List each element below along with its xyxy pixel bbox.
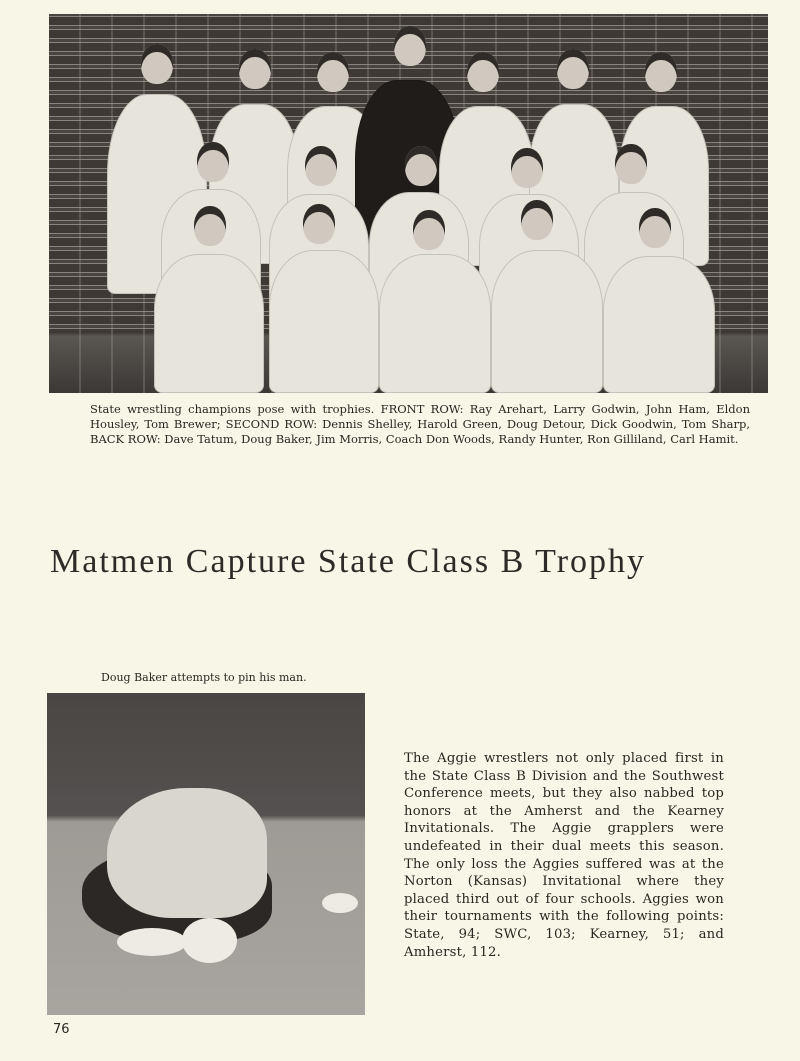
team-photo-caption: State wrestling champions pose with trophies. FRONT ROW: Ray Arehart, Larry Godwin, John Ham, Eldon Housley, Tom Brewer; SECOND ROW: Dennis Shelley, Harold Green, Doug Detour, Dick Goodwin, Tom Sharp, BACK ROW: Dave Tatum, Doug Baker, Jim Morris, Coach Don Woods, Randy Hunter, Ron Gilliland, Carl Hamit. — [90, 402, 750, 446]
person-front-4 — [491, 250, 603, 393]
page-number: 76 — [53, 1022, 70, 1037]
article-body: The Aggie wrestlers not only placed first in the State Class B Division and the Southwest Conference meets, but they also nabbed top honors at the Amherst and the Kearney Invitationals. The Aggie grapplers were undefeated in their dual meets this season. The only loss the Aggies suffered was at the Norton (Kansas) Invitational where they placed third out of four schools. Aggies won their tournaments with the following points: State, 94; SWC, 103; Kearney, 51; and Amherst, 112. — [404, 751, 724, 960]
head — [405, 146, 437, 186]
person-front-3 — [379, 254, 491, 393]
shoe — [322, 893, 358, 913]
person-front-2 — [269, 250, 379, 393]
wrestler-top — [107, 788, 267, 918]
person-front-5 — [603, 256, 715, 393]
head — [639, 208, 671, 248]
article-headline: Matmen Capture State Class B Trophy — [50, 543, 647, 580]
shoe — [182, 918, 237, 963]
head — [394, 26, 426, 66]
head — [303, 204, 335, 244]
person-front-1 — [154, 254, 264, 393]
head — [194, 206, 226, 246]
head — [413, 210, 445, 250]
head — [521, 200, 553, 240]
head — [305, 146, 337, 186]
head — [317, 52, 349, 92]
action-photo — [47, 693, 365, 1015]
shoe — [117, 928, 187, 956]
head — [239, 49, 271, 89]
head — [467, 52, 499, 92]
head — [615, 144, 647, 184]
head — [645, 52, 677, 92]
action-photo-caption: Doug Baker attempts to pin his man. — [101, 671, 307, 684]
head — [511, 148, 543, 188]
team-photo — [49, 14, 768, 393]
head — [557, 49, 589, 89]
head — [141, 44, 173, 84]
head — [197, 142, 229, 182]
